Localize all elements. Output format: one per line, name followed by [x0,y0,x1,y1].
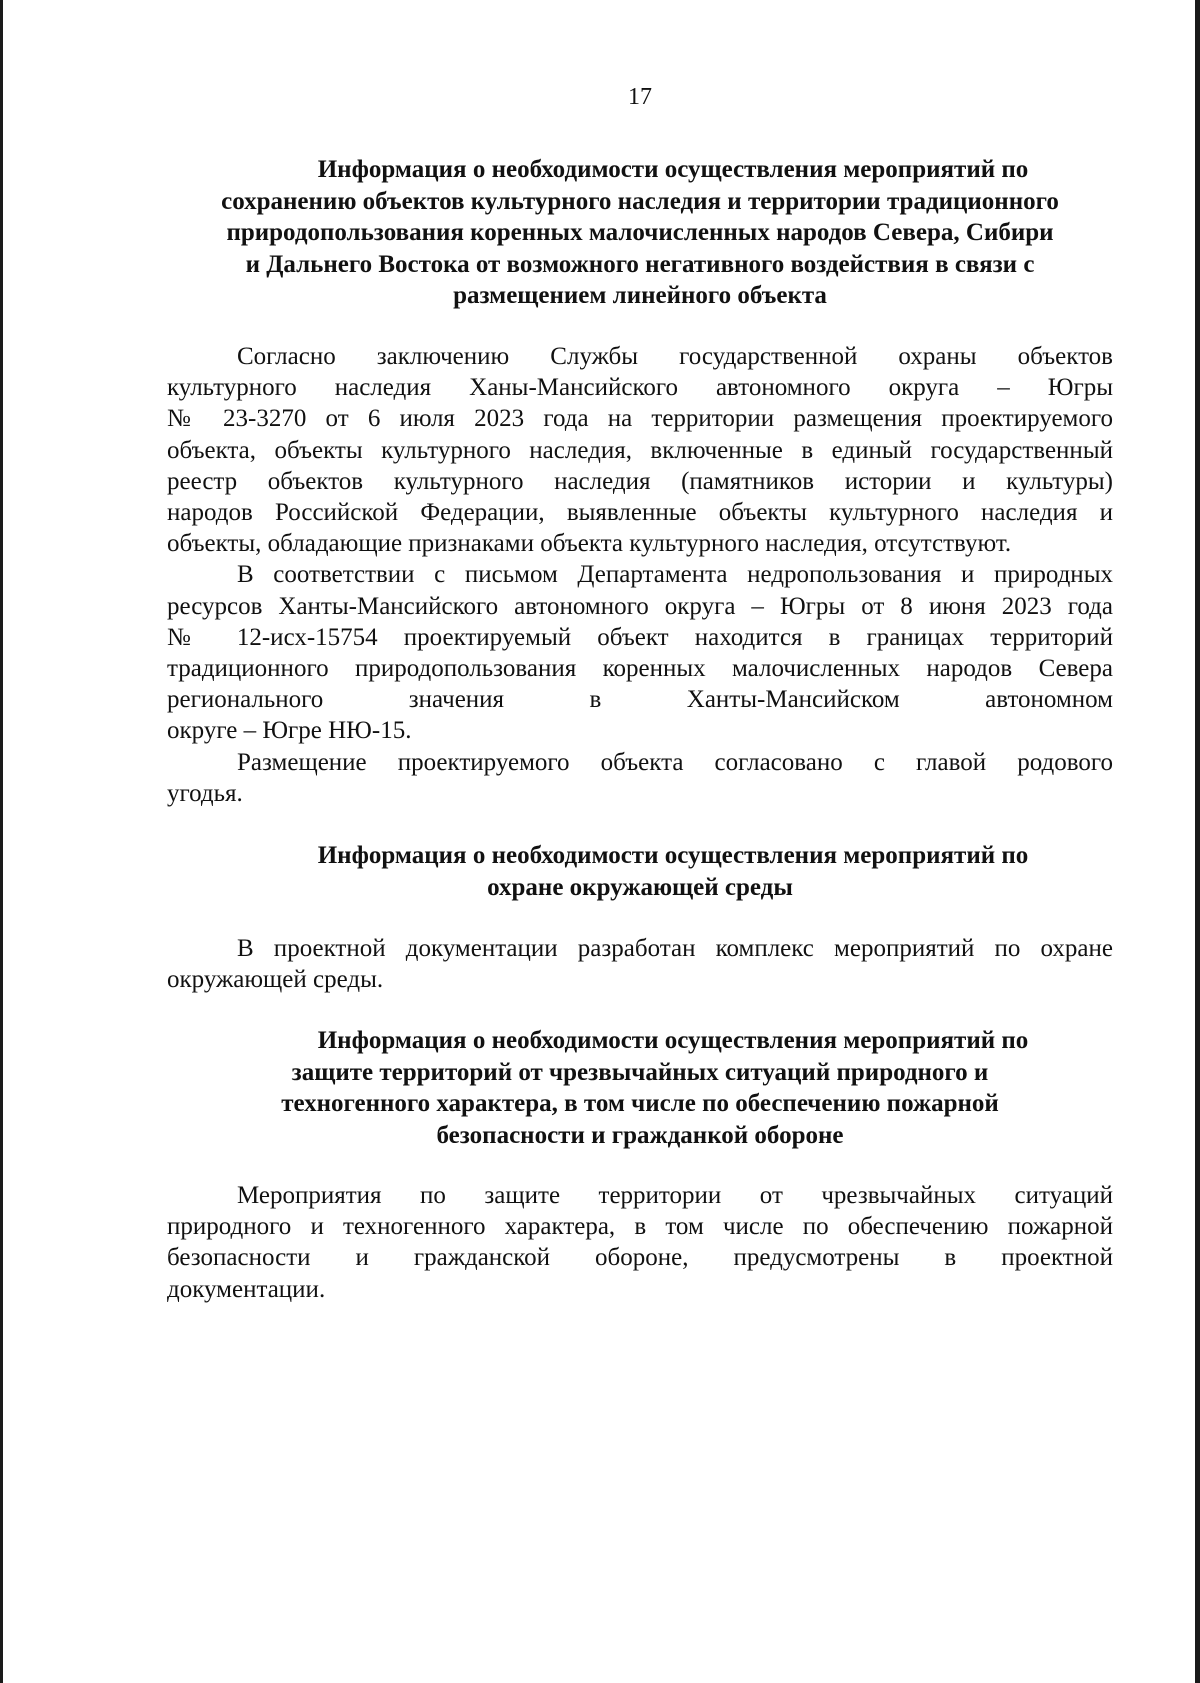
paragraph-line: культурного наследия Ханы-Мансийского автономного округа – Югры [167,374,1113,402]
paragraph [167,341,1113,559]
paragraph-line: реестр объектов культурного наследия (памятников истории и культуры) [167,467,1113,495]
heading-line: размещением линейного объекта [453,282,827,309]
heading-line: природопользования коренных малочисленных народов Севера, Сибири [226,219,1054,246]
paragraph-line: безопасности и гражданской обороне, предусмотрены в проектной [167,1244,1113,1272]
paragraph-line: округе – Югре НЮ-15. [167,717,412,745]
paragraph-line: Согласно заключению Службы государственной охраны объектов [237,343,1113,370]
section-1-body [167,341,1113,809]
heading-line: охране окружающей среды [487,873,793,901]
heading-line: безопасности и гражданкой обороне [436,1121,844,1149]
paragraph-line: документации. [167,1275,326,1303]
paragraph [167,747,1113,809]
paragraph [167,559,1113,746]
paragraph-line: Размещение проектируемого объекта согласовано с главой родового [237,748,1113,776]
section-2-heading [167,840,1113,903]
paragraph-line: объекта, объекты культурного наследия, включенные в единый государственный [167,436,1113,464]
paragraph-line: угодья. [167,779,243,807]
heading-line: защите территорий от чрезвычайных ситуаций природного и [291,1058,989,1086]
paragraph-line: № 23-3270 от 6 июля 2023 года на территории размещения проектируемого [167,405,1113,433]
paragraph-line: № 12-исх-15754 проектируемый объект находится в границах территорий [167,623,1113,651]
heading-line: Информация о необходимости осуществления мероприятий по [317,156,1029,183]
heading-line: техногенного характера, в том числе по обеспечению пожарной [281,1090,999,1117]
section-2-body [167,933,1113,995]
page-number: 17 [628,84,652,110]
paragraph [167,933,1113,995]
heading-line: и Дальнего Востока от возможного негативного воздействия в связи с [245,250,1035,278]
paragraph [167,1180,1113,1305]
paragraph-line: окружающей среды. [167,966,384,994]
heading-line: сохранению объектов культурного наследия и территории традиционного [221,187,1059,215]
paragraph-line: объекты, обладающие признаками объекта культурного наследия, отсутствуют. [167,530,1012,558]
paragraph-line: ресурсов Ханты-Мансийского автономного округа – Югры от 8 июня 2023 года [167,592,1113,620]
section-3-body [167,1180,1113,1305]
scan-border-right [1195,0,1200,1683]
paragraph-line: природного и техногенного характера, в том числе по обеспечению пожарной [167,1213,1113,1241]
section-3-heading [167,1025,1113,1151]
scan-border-left [0,0,3,1683]
paragraph-line: В проектной документации разработан комплекс мероприятий по охране [237,935,1113,962]
paragraph-line: народов Российской Федерации, выявленные объекты культурного наследия и [167,499,1113,527]
section-1-heading [167,154,1113,312]
paragraph-line: Мероприятия по защите территории от чрезвычайных ситуаций [237,1182,1113,1209]
paragraph-line: В соответствии с письмом Департамента недропользования и природных [237,561,1113,589]
heading-line: Информация о необходимости осуществления мероприятий по [317,842,1029,869]
paragraph-line: регионального значения в Ханты-Мансийском автономном [167,686,1113,714]
paragraph-line: традиционного природопользования коренных малочисленных народов Севера [167,655,1113,683]
heading-line: Информация о необходимости осуществления мероприятий по [317,1027,1029,1054]
